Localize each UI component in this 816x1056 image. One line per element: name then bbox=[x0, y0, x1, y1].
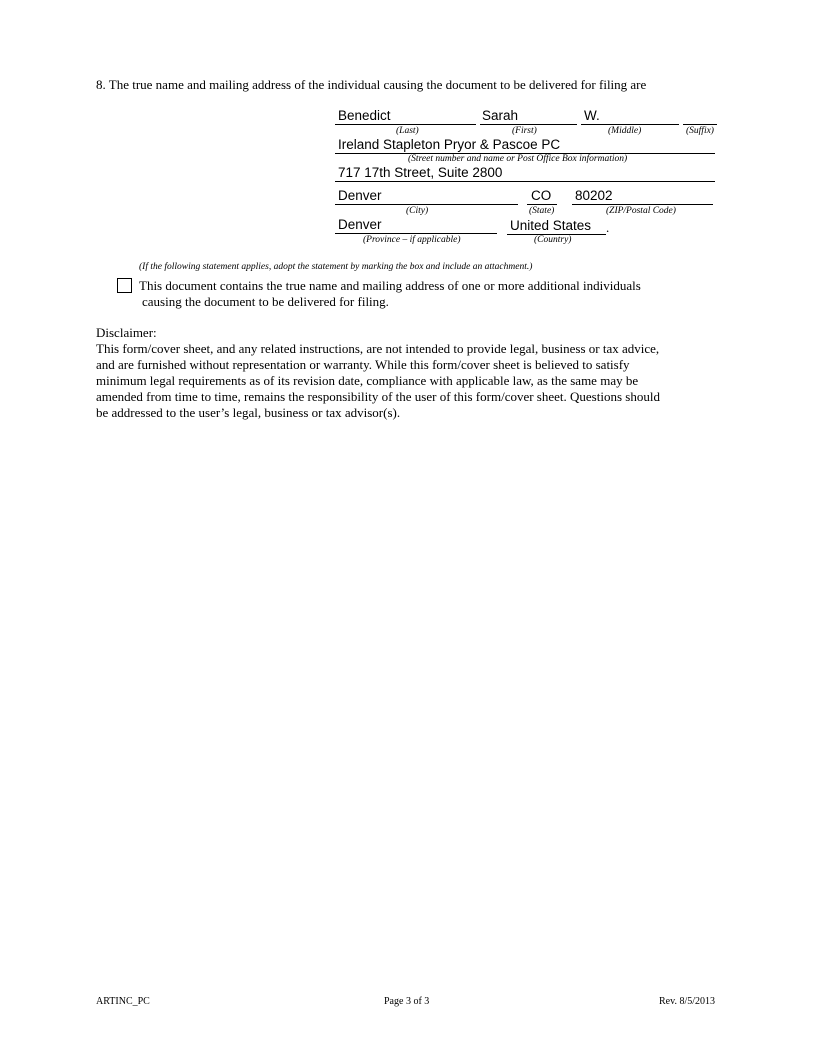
disclaimer-line: This form/cover sheet, and any related instructions, are not intended to provide legal, business or tax advice, bbox=[96, 341, 660, 356]
additional-statement-line-2: causing the document to be delivered for filing. bbox=[142, 294, 389, 309]
last-name-line bbox=[335, 124, 476, 125]
first-name-value: Sarah bbox=[482, 108, 519, 123]
disclaimer-line: and are furnished without representation or warranty. While this form/cover sheet is believed to satisfy bbox=[96, 357, 630, 372]
disclaimer-title: Disclaimer: bbox=[96, 325, 157, 340]
country-value: United States bbox=[510, 218, 592, 233]
suffix-line bbox=[683, 124, 717, 125]
city-value: Denver bbox=[338, 188, 382, 203]
disclaimer-line: be addressed to the user’s legal, business or tax advisor(s). bbox=[96, 405, 401, 420]
zip-caption: (ZIP/Postal Code) bbox=[606, 206, 676, 216]
attachment-instruction: (If the following statement applies, adopt the statement by marking the box and include an attachment.) bbox=[139, 262, 533, 272]
city-line bbox=[335, 204, 518, 205]
item-8-heading: 8. The true name and mailing address of the individual causing the document to be delivered for filing are bbox=[96, 77, 647, 92]
additional-individuals-checkbox[interactable] bbox=[117, 278, 132, 293]
state-line bbox=[527, 204, 557, 205]
disclaimer-line: amended from time to time, remains the responsibility of the user of this form/cover sheet. Questions should bbox=[96, 389, 660, 404]
middle-name-value: W. bbox=[584, 108, 600, 123]
first-name-line bbox=[480, 124, 577, 125]
city-caption: (City) bbox=[406, 206, 429, 216]
footer-page-number: Page 3 of 3 bbox=[384, 996, 430, 1007]
first-caption: (First) bbox=[512, 126, 537, 136]
street-caption: (Street number and name or Post Office Box information) bbox=[408, 154, 628, 164]
footer-form-id: ARTINC_PC bbox=[96, 996, 150, 1007]
street-line-2-line bbox=[335, 181, 715, 182]
footer-revision: Rev. 8/5/2013 bbox=[659, 996, 716, 1007]
middle-name-line bbox=[581, 124, 679, 125]
state-value: CO bbox=[531, 188, 552, 203]
disclaimer-block bbox=[96, 325, 716, 421]
country-caption: (Country) bbox=[534, 235, 572, 245]
province-caption: (Province – if applicable) bbox=[363, 235, 461, 245]
suffix-caption: (Suffix) bbox=[686, 126, 714, 136]
province-value: Denver bbox=[338, 217, 382, 232]
additional-statement-line-1: This document contains the true name and mailing address of one or more additional individuals bbox=[139, 278, 641, 293]
last-caption: (Last) bbox=[396, 126, 419, 136]
zip-value: 80202 bbox=[575, 188, 613, 203]
province-line bbox=[335, 233, 497, 234]
street-line-2-value: 717 17th Street, Suite 2800 bbox=[338, 165, 503, 180]
disclaimer-line: minimum legal requirements as of its revision date, compliance with applicable law, as the same may be bbox=[96, 373, 639, 388]
country-period: . bbox=[606, 220, 610, 235]
middle-caption: (Middle) bbox=[608, 126, 642, 136]
state-caption: (State) bbox=[529, 206, 555, 216]
last-name-value: Benedict bbox=[338, 108, 391, 123]
zip-line bbox=[572, 204, 713, 205]
street-line-1-value: Ireland Stapleton Pryor & Pascoe PC bbox=[338, 137, 561, 152]
